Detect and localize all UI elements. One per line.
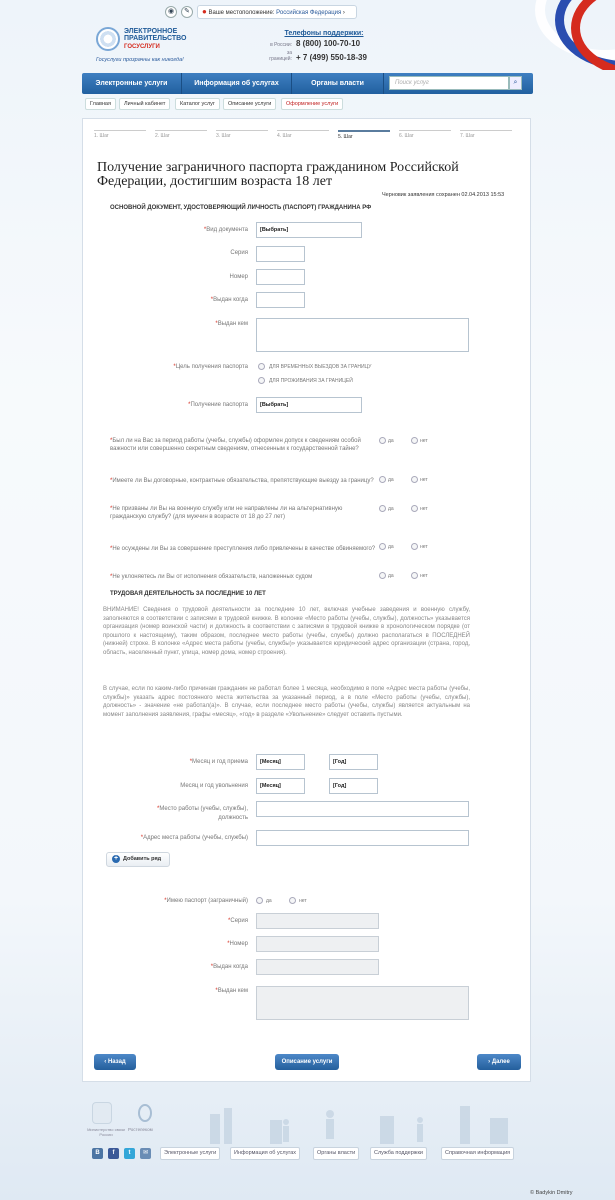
draft-saved-note: Черновик заявления сохранен 02.04.2013 15:53 [382,192,505,198]
q4-yes-label: да [388,544,394,550]
number-label: Номер [229,274,248,280]
ministry-emblem-icon[interactable] [92,1102,112,1124]
copyright: © Badykin Dmitry [530,1190,573,1196]
question-military: *Не призваны ли Вы на военную службу или не направлены ли на альтернативную гражданскую службу? (для мужчин в возрасте от 18 до 27 лет) [110,506,343,520]
q1-yes-radio[interactable] [379,437,386,444]
foreign-number-label: *Номер [227,941,248,947]
section-employment: ТРУДОВАЯ ДЕЯТЕЛЬНОСТЬ ЗА ПОСЛЕДНИЕ 10 ЛЕТ [110,591,266,597]
issued-date-label: *Выдан когда [210,297,248,303]
issued-by-label: *Выдан кем [215,321,248,327]
back-button[interactable]: ‹ Назад [94,1054,136,1070]
foreign-number-field[interactable] [256,936,379,952]
next-button[interactable]: › Далее [477,1054,521,1070]
footer-link-support[interactable]: Служба поддержки [370,1147,427,1160]
page-title: Получение заграничного паспорта гражданином Российской Федерации, достигшим возраста 18 лет [97,160,459,189]
footer-link-service-info[interactable]: Информация об услугах [230,1147,300,1160]
q5-yes-radio[interactable] [379,572,386,579]
q3-yes-label: да [388,506,394,512]
purpose-temporary-label: ДЛЯ ВРЕМЕННЫХ ВЫЕЗДОВ ЗА ГРАНИЦУ [269,364,372,370]
has-passport-no-radio[interactable] [289,897,296,904]
hire-date-label: *Месяц и год приема [189,759,248,765]
chevron-right-icon: › [488,1059,492,1065]
step-3: 3. Шаг [216,130,268,139]
employment-note-1: ВНИМАНИЕ! Сведения о трудовой деятельности за последние 10 лет, включая учебные заведения и военную службу, заполняются в соответствии с записями в трудовой книжке. В колонке «Место работы (учебы, службы), должность» указывается организация (номер воинской части) и должность в соответствии с записями в трудовой книжке в хронологическом порядке (от прошлого к настоящему), таким образом, последнее место работы (учебы, службы) должно располагаться в ПОСЛЕДНЕЙ (нижней) строке. В колонке «Адрес места работы (учебы, службы)» указывается юридический адрес организации (страна, город, область, населенный пункт, улица, номер дома, номер строения). [103,607,470,656]
logo-title: ЭЛЕКТРОННОЕ ПРАВИТЕЛЬСТВО [124,28,187,42]
work-address-label: *Адрес места работы (учебы, службы) [140,835,248,841]
logo-slogan: Госуслуги прозрачны как никогда! [96,57,184,63]
issued-by-field[interactable] [256,318,469,352]
abroad-label: за границей: [269,50,292,62]
q5-no-label: нет [420,573,428,579]
has-passport-yes-label: да [266,898,272,904]
location-value: Российская Федерация [276,10,342,16]
q4-no-label: нет [420,544,428,550]
q1-yes-label: да [388,438,394,444]
add-row-label: Добавить ряд [123,856,162,862]
workplace-label: *Место работы (учебы, службы), должность [156,806,248,821]
russia-label: в России: [270,42,292,48]
q5-no-radio[interactable] [411,572,418,579]
twitter-icon[interactable]: t [124,1148,135,1159]
series-field[interactable] [256,246,305,262]
section-main-document: ОСНОВНОЙ ДОКУМЕНТ, УДОСТОВЕРЯЮЩИЙ ЛИЧНОСТЬ (ПАСПОРТ) ГРАЖДАНИНА РФ [110,205,372,211]
has-passport-yes-radio[interactable] [256,897,263,904]
fire-date-label: Месяц и год увольнения [180,783,248,789]
q5-yes-label: да [388,573,394,579]
question-secret-access: *Был ли на Вас за период работы (учебы, службы) оформлен допуск к сведениям особой важности или совершенно секретным сведениям, отнесенным к государственной тайне? [110,438,361,452]
step-7: 7. Шаг [460,130,512,139]
chevron-down-icon: › [342,10,345,16]
q4-yes-radio[interactable] [379,543,386,550]
doc-type-label: *Вид документа [203,227,248,233]
q1-no-radio[interactable] [411,437,418,444]
q2-no-radio[interactable] [411,476,418,483]
mail-icon[interactable]: ✉ [140,1148,151,1159]
issued-date-field[interactable] [256,292,305,308]
compass-icon[interactable]: ✎ [181,6,193,18]
footer-illustration [200,1100,530,1144]
search-input[interactable]: Поиск услуг [389,76,509,90]
employment-note-2: В случае, если по каким-либо причинам гражданин не работал более 1 месяца, необходимо в поле «Адрес места работы (учебы, службы)» указать адрес постоянного места жительства за указанный период, а в поле «Место работы (учебы, службы), должность» - значение «не работал(а)». В случае, если последнее место работы (учебы, службы) является актуальным на момент заполнения заявления, графы «месяц», «год» в разделе «Увольнение» следует оставить пустыми. [103,686,470,718]
location-selector[interactable] [197,5,357,19]
purpose-temporary-radio[interactable] [258,363,265,370]
q2-no-label: нет [420,477,428,483]
q3-no-radio[interactable] [411,505,418,512]
add-row-button[interactable] [106,852,170,867]
q4-no-radio[interactable] [411,543,418,550]
step-indicator [94,130,522,140]
step-6: 6. Шаг [399,130,451,139]
has-passport-no-label: нет [299,898,307,904]
question-court: *Не уклоняетесь ли Вы от исполнения обязательств, наложенных судом [110,574,313,580]
breadcrumb-cabinet[interactable]: Личный кабинет [119,98,170,110]
facebook-icon[interactable]: f [108,1148,119,1159]
location-label: Ваше местоположение: [208,10,275,16]
purpose-residence-label: ДЛЯ ПРОЖИВАНИЯ ЗА ГРАНИЦЕЙ [269,378,353,384]
purpose-residence-radio[interactable] [258,377,265,384]
plus-icon: + [113,855,119,862]
support-title[interactable]: Телефоны поддержки: [284,30,364,37]
footer-link-electronic-services[interactable]: Электронные услуги [160,1147,220,1160]
flag-decoration [505,0,615,70]
footer-logo-ministry: Министерство связи России [87,1127,125,1137]
step-5: 5. Шаг [338,130,390,140]
question-convicted: *Не осуждены ли Вы за совершение преступления либо привлечены в качестве обвиняемого? [110,546,376,552]
fire-year-select[interactable]: [Год] [329,778,378,794]
step-4: 4. Шаг [277,130,329,139]
main-nav [82,73,533,94]
question-contract: *Имеете ли Вы договорные, контрактные обязательства, препятствующие выезду за границу? [110,478,374,484]
q3-yes-radio[interactable] [379,505,386,512]
service-description-button[interactable]: Описание услуги [275,1054,339,1070]
work-address-field[interactable] [256,830,469,846]
vk-icon[interactable]: В [92,1148,103,1159]
foreign-issued-by-field[interactable] [256,986,469,1020]
breadcrumb-description[interactable]: Описание услуги [223,98,276,110]
foreign-issued-by-label: *Выдан кем [215,988,248,994]
purpose-label: *Цель получения паспорта [173,364,248,370]
q2-yes-radio[interactable] [379,476,386,483]
support-phones [264,30,384,62]
nav-item-electronic-services[interactable]: Электронные услуги [82,73,182,94]
series-label: Серия [230,250,248,256]
footer-logo-rostelecom: Ростелеком [128,1127,153,1132]
abroad-phone: + 7 (499) 550-18-39 [296,53,367,62]
location-pin-icon: ● [202,7,207,16]
rostelecom-logo-icon[interactable] [138,1104,152,1122]
receive-select[interactable]: [Выбрать] [256,397,362,413]
footer-link-reference[interactable]: Справочная информация [441,1147,514,1160]
number-field[interactable] [256,269,305,285]
nav-item-authorities[interactable]: Органы власти [292,73,384,94]
doc-type-select[interactable]: [Выбрать] [256,222,362,238]
nav-item-service-info[interactable]: Информация об услугах [182,73,292,94]
foreign-series-label: *Серия [228,918,248,924]
receive-label: *Получение паспорта [188,402,248,408]
foreign-series-field[interactable] [256,913,379,929]
accessibility-icon[interactable]: ◉ [165,6,177,18]
footer-link-authorities[interactable]: Органы власти [313,1147,359,1160]
chevron-left-icon: ‹ [104,1059,108,1065]
workplace-field[interactable] [256,801,469,817]
step-2: 2. Шаг [155,130,207,139]
q1-no-label: нет [420,438,428,444]
foreign-issued-date-field[interactable] [256,959,379,975]
search-icon[interactable]: ⌕ [509,76,522,90]
step-1: 1. Шаг [94,130,146,139]
gosuslugi-logo[interactable] [96,27,191,67]
emblem-icon [96,27,120,51]
q3-no-label: нет [420,506,428,512]
foreign-issued-date-label: *Выдан когда [210,964,248,970]
breadcrumb-current: Оформление услуги [281,98,343,110]
fire-month-select[interactable]: [Месяц] [256,778,305,794]
breadcrumb-home[interactable]: Главная [85,98,116,110]
q2-yes-label: да [388,477,394,483]
hire-month-select[interactable]: [Месяц] [256,754,305,770]
hire-year-select[interactable]: [Год] [329,754,378,770]
has-passport-label: *Имею паспорт (заграничный) [164,898,248,904]
russia-phone: 8 (800) 100-70-10 [296,39,361,48]
breadcrumb-catalog[interactable]: Каталог услуг [175,98,220,110]
logo-subtitle: ГОСУСЛУГИ [124,44,160,50]
